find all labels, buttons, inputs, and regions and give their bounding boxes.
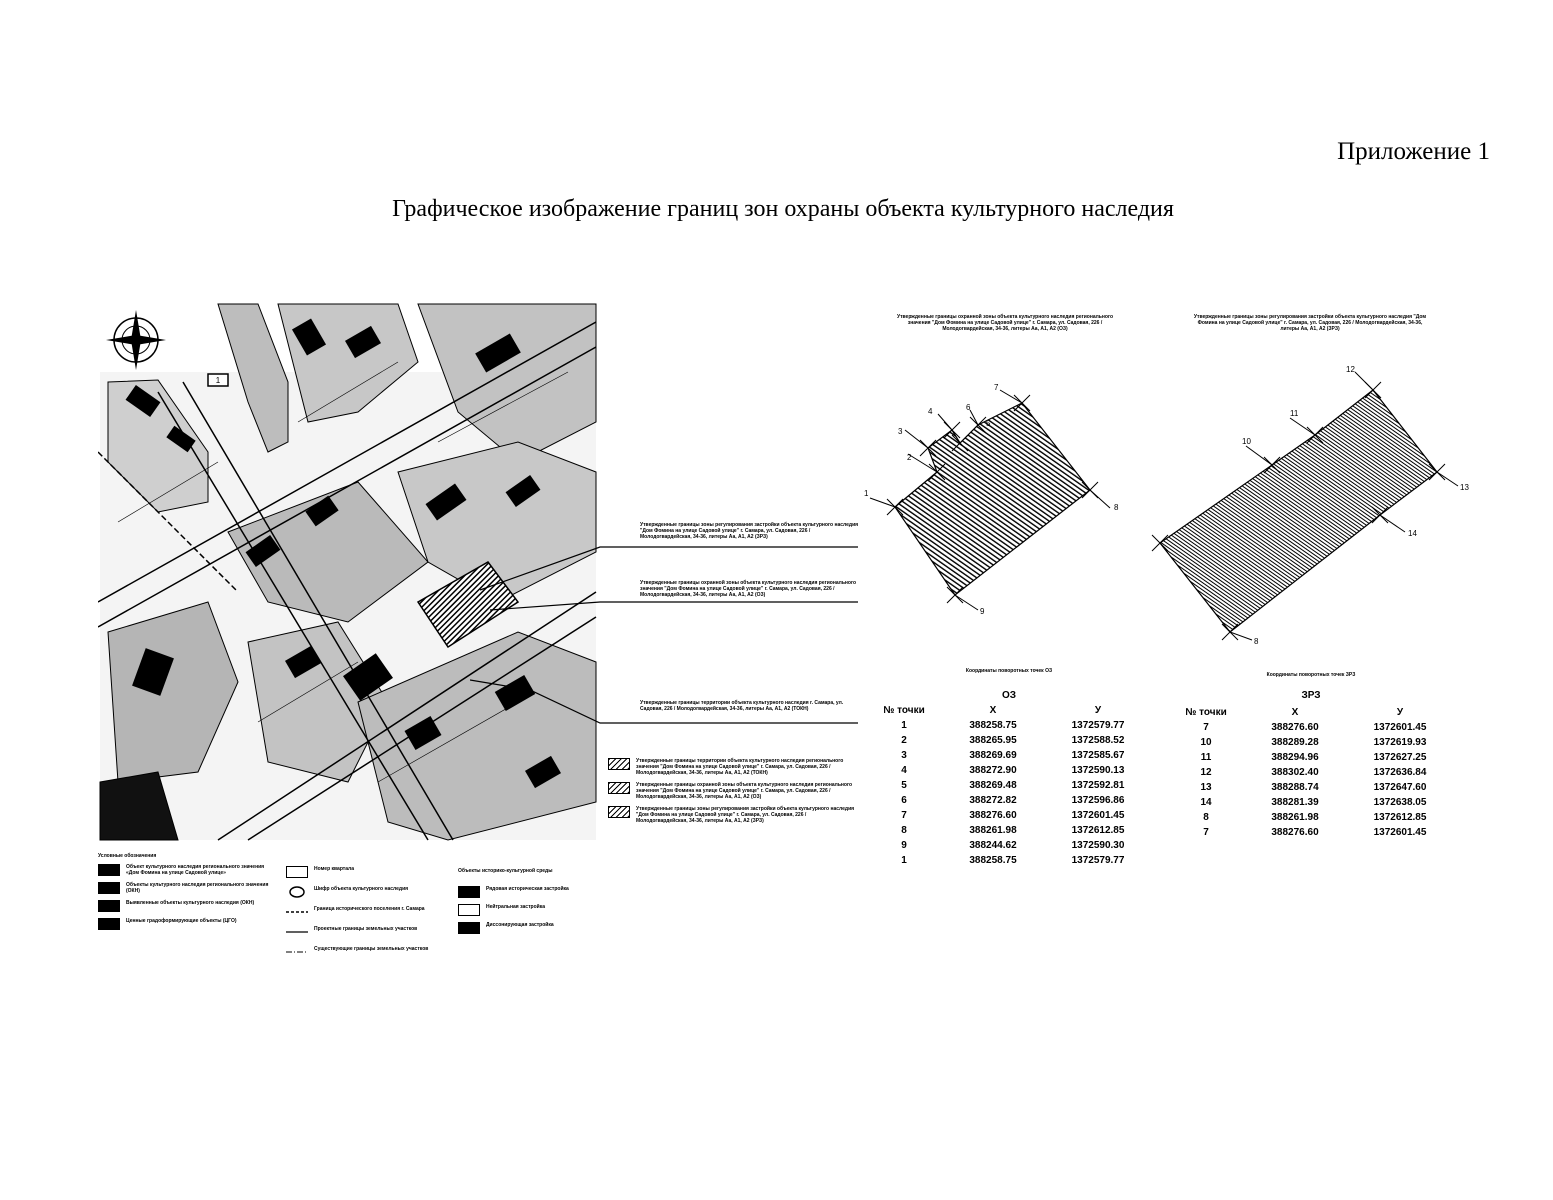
zrz-point-label: 8: [1254, 637, 1259, 646]
legend-item: Нейтральная застройка: [458, 904, 608, 916]
x-coordinate-cell: 388272.90: [969, 765, 1017, 776]
x-coordinate-cell: 388288.74: [1271, 782, 1319, 793]
document-title: Графическое изображение границ зон охраны объекта культурного наследия: [392, 196, 1174, 222]
point-number-cell: 8: [901, 825, 907, 836]
y-coordinate-cell: 1372579.77: [1071, 720, 1125, 731]
zone-legend-item: Утвержденные границы территории объекта культурного наследия регионального значения "Дом Фомина на улице Садовой улице" г. Самара, ул. Садовая, 226 / Молодогвардейская, 34-36, литеры Аа, А1, А2 (ТОКН): [608, 758, 858, 776]
point-number-cell: 6: [901, 795, 907, 806]
table-row: [1172, 720, 1450, 735]
table-row: [870, 778, 1148, 793]
oz-point-label: 6: [966, 403, 971, 412]
x-coordinate-cell: 388258.75: [969, 720, 1017, 731]
x-coordinate-cell: 388276.60: [969, 810, 1017, 821]
table-row: [1172, 750, 1450, 765]
point-number-cell: 5: [901, 780, 907, 791]
y-coordinate-cell: 1372619.93: [1373, 737, 1427, 748]
hatch-swatch-icon: [608, 782, 630, 794]
table-row: [870, 793, 1148, 808]
y-coordinate-cell: 1372592.81: [1071, 780, 1125, 791]
y-coordinate-cell: 1372647.60: [1373, 782, 1427, 793]
legend-col-1: [98, 864, 278, 930]
dashed-line-icon: [286, 906, 308, 918]
table-row: [870, 718, 1148, 733]
table-zrz: [1172, 705, 1450, 840]
table-zrz-zone: ЗРЗ: [1301, 690, 1321, 701]
x-coordinate-cell: 388244.62: [969, 840, 1017, 851]
zrz-point-label: 10: [1242, 437, 1251, 446]
hatch-swatch-icon: [608, 758, 630, 770]
point-number-cell: 4: [901, 765, 907, 776]
diagram-zrz-caption: Утвержденные границы зоны регулирования застройки объекта культурного наследия "Дом Фомина на улице Садовой улице" г. Самара, ул. Садовая, 226 / Молодогвардейская, 34-36, литеры Аа, А1, А2 (ЗРЗ): [1193, 314, 1427, 332]
oz-point-label: 4: [928, 407, 933, 416]
callout-zrz: Утвержденные границы зоны регулирования застройки объекта культурного наследия "Дом Фомина на улице Садовой улице" г. Самара, ул. Садовая, 226 / Молодогвардейская, 34-36, литеры Аа, А1, А2 (ЗРЗ): [640, 522, 859, 540]
legend-item: Выявленные объекты культурного наследия (ОКН): [98, 900, 278, 912]
point-number-cell: 1: [901, 720, 907, 731]
table-row: [870, 853, 1148, 868]
oz-point-label: 9: [980, 607, 985, 616]
oz-point-label: 2: [907, 453, 912, 462]
table-header-row: № точки X У: [883, 705, 1102, 716]
y-coordinate-cell: 1372585.67: [1071, 750, 1125, 761]
table-row: [870, 808, 1148, 823]
x-coordinate-cell: 388294.96: [1271, 752, 1319, 763]
y-coordinate-cell: 1372627.25: [1373, 752, 1427, 763]
y-coordinate-cell: 1372588.52: [1071, 735, 1125, 746]
solid-line-icon: [286, 926, 308, 938]
legend-item: Объекты культурного наследия регионального значения (ОКН): [98, 882, 278, 894]
zone-legend-item: Утвержденные границы зоны регулирования застройки объекта культурного наследия "Дом Фомина на улице Садовой улице" г. Самара, ул. Садовая, 226 / Молодогвардейская, 34-36, литеры Аа, А1, А2 (ЗРЗ): [608, 806, 858, 824]
zrz-point-label: 12: [1346, 365, 1355, 374]
x-coordinate-cell: 388269.48: [969, 780, 1017, 791]
table-oz-zone: ОЗ: [1001, 690, 1017, 701]
table-zrz-caption: Координаты поворотных точек ЗРЗ: [1266, 672, 1356, 678]
legend-item: Проектные границы земельных участков: [286, 926, 446, 938]
oz-point-label: 3: [898, 427, 903, 436]
table-row: [870, 748, 1148, 763]
oz-point-label: 1: [864, 489, 869, 498]
zrz-point-label: 13: [1460, 483, 1469, 492]
oz-point-label: 8: [1114, 503, 1119, 512]
legend-col-3: [458, 886, 608, 934]
legend-item: Номер квартала: [286, 866, 446, 878]
callout-tokn: Утвержденные границы территории объекта культурного наследия г. Самара, ул. Садовая, 226 / Молодогвардейская, 34-36, литеры Аа, А1, А2 (ТОКН): [640, 700, 844, 712]
zrz-point-label: 11: [1290, 409, 1299, 418]
legend-item: Объект культурного наследия регионального значения «Дом Фомина на улице Садовой улице»: [98, 864, 278, 876]
y-coordinate-cell: 1372612.85: [1071, 825, 1125, 836]
table-row: [1172, 735, 1450, 750]
table-row: [1172, 825, 1450, 840]
y-coordinate-cell: 1372601.45: [1373, 827, 1427, 838]
table-row: [1172, 780, 1450, 795]
point-number-cell: 9: [901, 840, 907, 851]
hatch-swatch-icon: [608, 806, 630, 818]
x-coordinate-cell: 388276.60: [1271, 827, 1319, 838]
legend-item: Рядовая историческая застройка: [458, 886, 608, 898]
x-coordinate-cell: 388261.98: [969, 825, 1017, 836]
diagram-zrz: [1140, 360, 1480, 650]
x-coordinate-cell: 388276.60: [1271, 722, 1319, 733]
quarter-number-label: 1: [215, 376, 221, 385]
legend-col-2: [286, 866, 446, 958]
appendix-label: Приложение 1: [1337, 138, 1490, 165]
x-coordinate-cell: 388269.69: [969, 750, 1017, 761]
y-coordinate-cell: 1372590.13: [1071, 765, 1125, 776]
diagram-oz-caption: Утвержденные границы охранной зоны объекта культурного наследия регионального значения "Дом Фомина на улице Садовой улице" г. Самара, ул. Садовая, 226 / Молодогвардейская, 34-36, литеры Аа, А1, А2 (ОЗ): [896, 314, 1114, 332]
y-coordinate-cell: 1372601.45: [1373, 722, 1427, 733]
point-number-cell: 14: [1200, 797, 1212, 808]
zrz-point-label: 14: [1408, 529, 1417, 538]
legend-item: Шифр объекта культурного наследия: [286, 886, 446, 898]
zone-legend-item: Утвержденные границы охранной зоны объекта культурного наследия регионального значения "Дом Фомина на улице Садовой улице" г. Самара, ул. Садовая, 226 / Молодогвардейская, 34-36, литеры Аа, А1, А2 (ОЗ): [608, 782, 858, 800]
point-number-cell: 8: [1203, 812, 1209, 823]
oz-point-label: 5: [986, 419, 991, 428]
x-coordinate-cell: 388302.40: [1271, 767, 1319, 778]
point-number-cell: 7: [1203, 827, 1209, 838]
table-row: [870, 823, 1148, 838]
y-coordinate-cell: 1372612.85: [1373, 812, 1427, 823]
y-coordinate-cell: 1372638.05: [1373, 797, 1427, 808]
point-number-cell: 7: [901, 810, 907, 821]
dash-dot-line-icon: [286, 946, 308, 958]
point-number-cell: 2: [901, 735, 907, 746]
point-number-cell: 11: [1200, 752, 1212, 763]
x-coordinate-cell: 388258.75: [969, 855, 1017, 866]
y-coordinate-cell: 1372579.77: [1071, 855, 1125, 866]
point-number-cell: 3: [901, 750, 907, 761]
y-coordinate-cell: 1372601.45: [1071, 810, 1125, 821]
zone-legend: [608, 758, 858, 824]
legend-item: Диссонирующая застройка: [458, 922, 608, 934]
point-number-cell: 13: [1200, 782, 1212, 793]
x-coordinate-cell: 388289.28: [1271, 737, 1319, 748]
oz-point-label: 7: [994, 383, 999, 392]
y-coordinate-cell: 1372636.84: [1373, 767, 1427, 778]
table-row: [1172, 765, 1450, 780]
legend-title: Условные обозначения: [98, 853, 157, 859]
callout-leaders: [470, 520, 870, 730]
diagram-oz: [860, 370, 1140, 620]
x-coordinate-cell: 388281.39: [1271, 797, 1319, 808]
table-header-row: № точки X У: [1185, 707, 1404, 718]
table-row: [870, 733, 1148, 748]
legend-item: Существующие границы земельных участков: [286, 946, 446, 958]
table-oz: [870, 703, 1148, 868]
callout-oz: Утвержденные границы охранной зоны объекта культурного наследия регионального значения "Дом Фомина на улице Садовой улице" г. Самара, ул. Садовая, 226 / Молодогвардейская, 34-36, литеры Аа, А1, А2 (ОЗ): [640, 580, 857, 598]
x-coordinate-cell: 388265.95: [969, 735, 1017, 746]
table-oz-caption: Координаты поворотных точек ОЗ: [965, 668, 1053, 674]
table-row: [1172, 810, 1450, 825]
heritage-code-icon: [286, 886, 308, 898]
table-row: [870, 838, 1148, 853]
legend-col-3-title: Объекты историко-культурной среды: [458, 868, 553, 874]
legend-item: Граница исторического поселения г. Самара: [286, 906, 446, 918]
table-row: [1172, 795, 1450, 810]
table-row: [870, 763, 1148, 778]
x-coordinate-cell: 388261.98: [1271, 812, 1319, 823]
y-coordinate-cell: 1372596.86: [1071, 795, 1125, 806]
point-number-cell: 12: [1200, 767, 1212, 778]
point-number-cell: 7: [1203, 722, 1209, 733]
legend-item: Ценные градоформирующие объекты (ЦГО): [98, 918, 278, 930]
point-number-cell: 10: [1200, 737, 1212, 748]
point-number-cell: 1: [901, 855, 907, 866]
x-coordinate-cell: 388272.82: [969, 795, 1017, 806]
y-coordinate-cell: 1372590.30: [1071, 840, 1125, 851]
